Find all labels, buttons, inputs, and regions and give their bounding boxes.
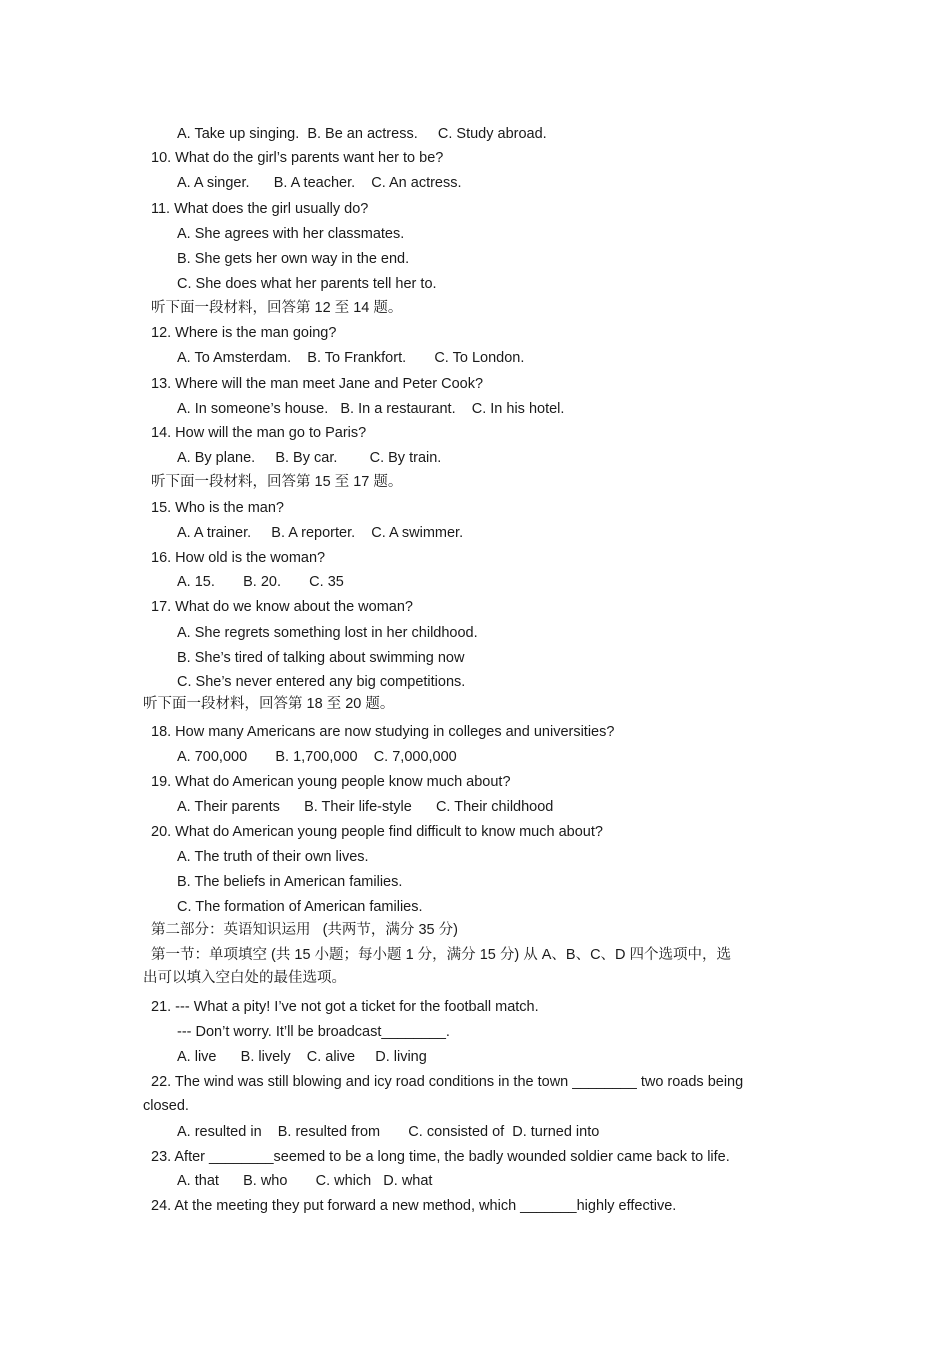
q20-option-b: B. The beliefs in American families. bbox=[177, 874, 403, 890]
listening-heading-12-14: 听下面一段材料，回答第 12 至 14 题。 bbox=[151, 300, 403, 316]
section-one-instructions-cont: 出可以填入空白处的最佳选项。 bbox=[143, 970, 346, 986]
q10-options: A. A singer. B. A teacher. C. An actress. bbox=[177, 175, 462, 191]
listening-heading-18-20: 听下面一段材料，回答第 18 至 20 题。 bbox=[143, 696, 395, 712]
q18-options: A. 700,000 B. 1,700,000 C. 7,000,000 bbox=[177, 749, 457, 765]
q24-question: 24. At the meeting they put forward a new method, which _______highly effective. bbox=[151, 1198, 677, 1214]
section-one-instructions: 第一节：单项填空 (共 15 小题；每小题 1 分，满分 15 分) 从 A、B、C、D 四个选项中，选 bbox=[151, 947, 732, 963]
q18-question: 18. How many Americans are now studying in colleges and universities? bbox=[151, 724, 615, 740]
q23-question: 23. After ________seemed to be a long time, the badly wounded soldier came back to life. bbox=[151, 1149, 730, 1165]
q15-options: A. A trainer. B. A reporter. C. A swimmer. bbox=[177, 525, 464, 541]
q17-option-a: A. She regrets something lost in her childhood. bbox=[177, 625, 478, 641]
q9-options: A. Take up singing. B. Be an actress. C. Study abroad. bbox=[177, 126, 547, 142]
q11-option-b: B. She gets her own way in the end. bbox=[177, 251, 410, 267]
q11-option-a: A. She agrees with her classmates. bbox=[177, 226, 405, 242]
q19-question: 19. What do American young people know much about? bbox=[151, 774, 511, 790]
q17-question: 17. What do we know about the woman? bbox=[151, 599, 413, 615]
q21-options: A. live B. lively C. alive D. living bbox=[177, 1049, 427, 1065]
q20-question: 20. What do American young people find difficult to know much about? bbox=[151, 824, 603, 840]
q23-options: A. that B. who C. which D. what bbox=[177, 1173, 433, 1189]
q13-question: 13. Where will the man meet Jane and Peter Cook? bbox=[151, 376, 484, 392]
q21-question: 21. --- What a pity! I’ve not got a ticket for the football match. bbox=[151, 999, 539, 1015]
q11-option-c: C. She does what her parents tell her to. bbox=[177, 276, 437, 292]
q10-question: 10. What do the girl’s parents want her to be? bbox=[151, 150, 444, 166]
q11-question: 11. What does the girl usually do? bbox=[151, 201, 369, 217]
q20-option-c: C. The formation of American families. bbox=[177, 899, 423, 915]
listening-heading-15-17: 听下面一段材料，回答第 15 至 17 题。 bbox=[151, 474, 403, 490]
q15-question: 15. Who is the man? bbox=[151, 500, 284, 516]
part-two-heading: 第二部分：英语知识运用 (共两节，满分 35 分) bbox=[151, 922, 458, 938]
q13-options: A. In someone’s house. B. In a restaurant. C. In his hotel. bbox=[177, 401, 565, 417]
q12-question: 12. Where is the man going? bbox=[151, 325, 337, 341]
q14-question: 14. How will the man go to Paris? bbox=[151, 425, 367, 441]
q22-question-cont: closed. bbox=[143, 1098, 189, 1114]
q17-option-c: C. She’s never entered any big competitions. bbox=[177, 674, 466, 690]
q14-options: A. By plane. B. By car. C. By train. bbox=[177, 450, 442, 466]
q21-response: --- Don’t worry. It’ll be broadcast________. bbox=[177, 1024, 450, 1040]
q17-option-b: B. She’s tired of talking about swimming now bbox=[177, 650, 465, 666]
q22-question: 22. The wind was still blowing and icy road conditions in the town ________ two roads being bbox=[151, 1074, 744, 1090]
q22-options: A. resulted in B. resulted from C. consisted of D. turned into bbox=[177, 1124, 600, 1140]
q16-question: 16. How old is the woman? bbox=[151, 550, 326, 566]
q20-option-a: A. The truth of their own lives. bbox=[177, 849, 369, 865]
q12-options: A. To Amsterdam. B. To Frankfort. C. To London. bbox=[177, 350, 525, 366]
q19-options: A. Their parents B. Their life-style C. Their childhood bbox=[177, 799, 554, 815]
q16-options: A. 15. B. 20. C. 35 bbox=[177, 574, 344, 590]
